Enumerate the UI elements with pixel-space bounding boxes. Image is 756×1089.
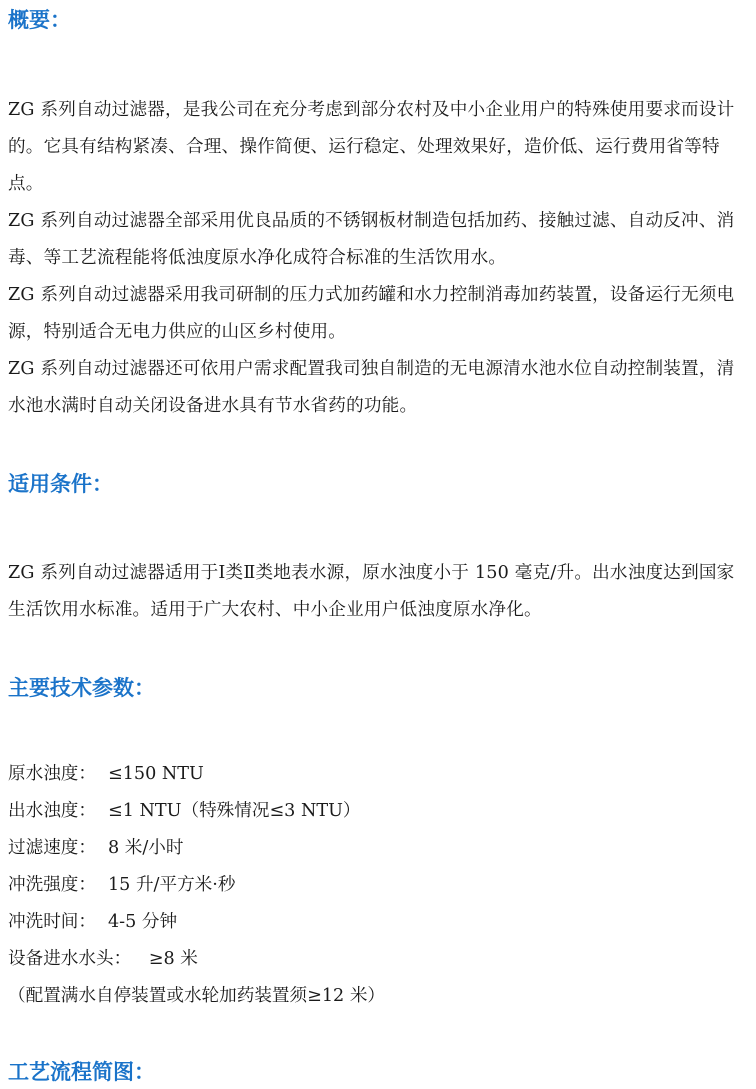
parameter-item [8, 904, 750, 941]
overview-paragraph-2: ZG 系列自动过滤器全部采用优良品质的不锈钢板材制造包括加药、接触过滤、自动反冲、消毒、等工艺流程能将低浊度原水净化成符合标准的生活饮用水。 [8, 211, 735, 268]
parameter-label: 出水浊度： [8, 801, 96, 821]
parameter-note: （配置满水自停装置或水轮加药装置须≥12 米） [8, 986, 386, 1006]
parameter-label: 设备进水水头： [8, 949, 132, 969]
overview-heading: 概要： [8, 8, 71, 32]
parameter-label: 冲洗时间： [8, 912, 96, 932]
conditions-heading: 适用条件： [8, 472, 113, 496]
parameters-list [8, 756, 750, 1015]
overview-paragraph-1: ZG 系列自动过滤器，是我公司在充分考虑到部分农村及中小企业用户的特殊使用要求而设计的。它具有结构紧凑、合理、操作简便、运行稳定、处理效果好，造价低、运行费用省等特点。 [8, 100, 735, 194]
parameter-value: 8 米/小时 [107, 838, 184, 858]
parameter-item [8, 830, 750, 867]
conditions-body [8, 555, 750, 629]
overview-paragraph-4: ZG 系列自动过滤器还可依用户需求配置我司独自制造的无电源清水池水位自动控制装置，清水池水满时自动关闭设备进水具有节水省药的功能。 [8, 359, 735, 416]
parameter-item [8, 941, 750, 978]
process-heading: 工艺流程简图： [8, 1060, 155, 1084]
parameters-heading: 主要技术参数： [8, 676, 155, 700]
parameter-value: ≤1 NTU（特殊情况≤3 NTU） [107, 801, 361, 821]
parameter-value: 15 升/平方米·秒 [107, 875, 236, 895]
overview-paragraph-3: ZG 系列自动过滤器采用我司研制的压力式加药罐和水力控制消毒加药装置，设备运行无须电源，特别适合无电力供应的山区乡村使用。 [8, 285, 735, 342]
parameter-label: 过滤速度： [8, 838, 96, 858]
parameter-item [8, 756, 750, 793]
conditions-paragraph: ZG 系列自动过滤器适用于Ⅰ类Ⅱ类地表水源，原水浊度小于 150 毫克/升。出水浊度达到国家生活饮用水标准。适用于广大农村、中小企业用户低浊度原水净化。 [8, 563, 735, 620]
parameter-item [8, 867, 750, 904]
overview-body [8, 92, 750, 425]
parameter-note-row [8, 978, 750, 1015]
parameter-label: 冲洗强度： [8, 875, 96, 895]
parameter-item [8, 793, 750, 830]
parameter-value: 4-5 分钟 [107, 912, 178, 932]
parameter-value: ≥8 米 [143, 949, 198, 969]
parameter-value: ≤150 NTU [107, 764, 204, 784]
parameter-label: 原水浊度： [8, 764, 96, 784]
